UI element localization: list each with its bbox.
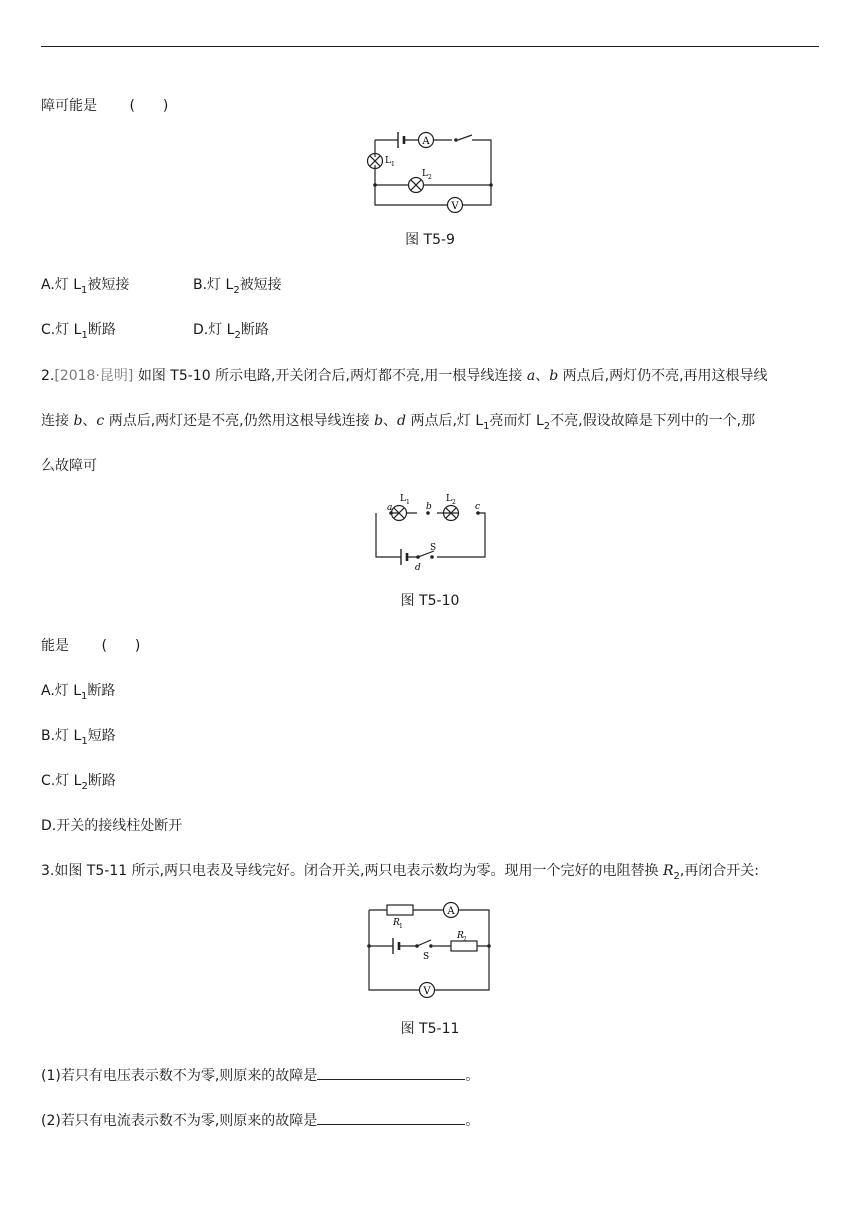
circuit-figure-t5-10 <box>370 490 490 575</box>
voltmeter-label: V <box>423 986 431 997</box>
svg-text:1: 1 <box>391 161 395 168</box>
svg-text:b: b <box>426 502 432 512</box>
svg-text:L: L <box>446 494 452 504</box>
q2-stem-line3: 么故障可 <box>41 458 97 474</box>
circuit-figure-t5-9 <box>360 128 500 213</box>
svg-text:S: S <box>423 952 430 962</box>
ammeter-label: A <box>447 906 455 917</box>
option-a[interactable]: A.灯 $L_1$被短接 <box>41 277 130 296</box>
circuit-figure-t5-11 <box>365 898 495 998</box>
header-rule <box>41 46 819 47</box>
svg-text:R: R <box>393 918 400 928</box>
svg-text:1: 1 <box>406 499 410 506</box>
option-c[interactable]: C.灯 $L_2$断路 <box>41 773 116 792</box>
answer-blank[interactable] <box>317 1110 465 1125</box>
svg-text:2: 2 <box>463 936 467 943</box>
answer-paren: ( ) <box>129 98 169 114</box>
q2-stem-line1: 2.[2018·昆明] 如图 T5-10 所示电路,开关闭合后,两灯都不亮,用一根导线连接 a、b 两点后,两灯仍不亮,再用这根导线 <box>41 368 768 384</box>
answer-paren: ( ) <box>101 638 141 654</box>
option-b[interactable]: B.灯 $L_1$短路 <box>41 728 116 747</box>
svg-text:2: 2 <box>428 174 432 181</box>
answer-blank[interactable] <box>317 1065 465 1080</box>
voltmeter-label: V <box>451 201 459 212</box>
q2-stem-line4: 能是 ( ) <box>41 638 141 654</box>
q3-part2: (2)若只有电流表示数不为零,则原来的故障是 。 <box>41 1110 479 1131</box>
svg-text:d: d <box>415 563 421 573</box>
figure-caption: 图 T5-11 <box>400 1021 460 1037</box>
q2-stem-line2: 连接 b、c 两点后,两灯还是不亮,仍然用这根导线连接 b、d 两点后,灯 $L_1$亮而灯 $L_2$不亮,假设故障是下列中的一个,那 <box>41 413 756 432</box>
source-tag: [2018·昆明] <box>54 368 134 384</box>
svg-text:R: R <box>457 931 464 941</box>
svg-text:2: 2 <box>452 499 456 506</box>
option-b[interactable]: B.灯 $L_2$被短接 <box>193 277 282 296</box>
option-d[interactable]: D.灯 $L_2$断路 <box>193 322 269 341</box>
option-c[interactable]: C.灯 $L_1$断路 <box>41 322 116 341</box>
option-d[interactable]: D.开关的接线柱处断开 <box>41 818 183 834</box>
figure-caption: 图 T5-9 <box>405 232 455 248</box>
ammeter-label: A <box>422 136 430 147</box>
q1-stem-tail: 障可能是 ( ) <box>41 98 169 114</box>
svg-text:L: L <box>400 494 406 504</box>
svg-text:L: L <box>422 169 428 179</box>
svg-text:c: c <box>475 502 481 512</box>
q3-part1: (1)若只有电压表示数不为零,则原来的故障是 。 <box>41 1065 479 1086</box>
svg-text:L: L <box>385 156 391 166</box>
svg-text:1: 1 <box>399 923 403 930</box>
svg-text:S: S <box>430 543 437 553</box>
figure-caption: 图 T5-10 <box>400 593 460 609</box>
q3-stem: 3.如图 T5-11 所示,两只电表及导线完好。闭合开关,两只电表示数均为零。现用一个完好的电阻替换 $R_2$,再闭合开关: <box>41 863 760 882</box>
option-a[interactable]: A.灯 $L_1$断路 <box>41 683 116 702</box>
svg-text:a: a <box>387 503 393 513</box>
